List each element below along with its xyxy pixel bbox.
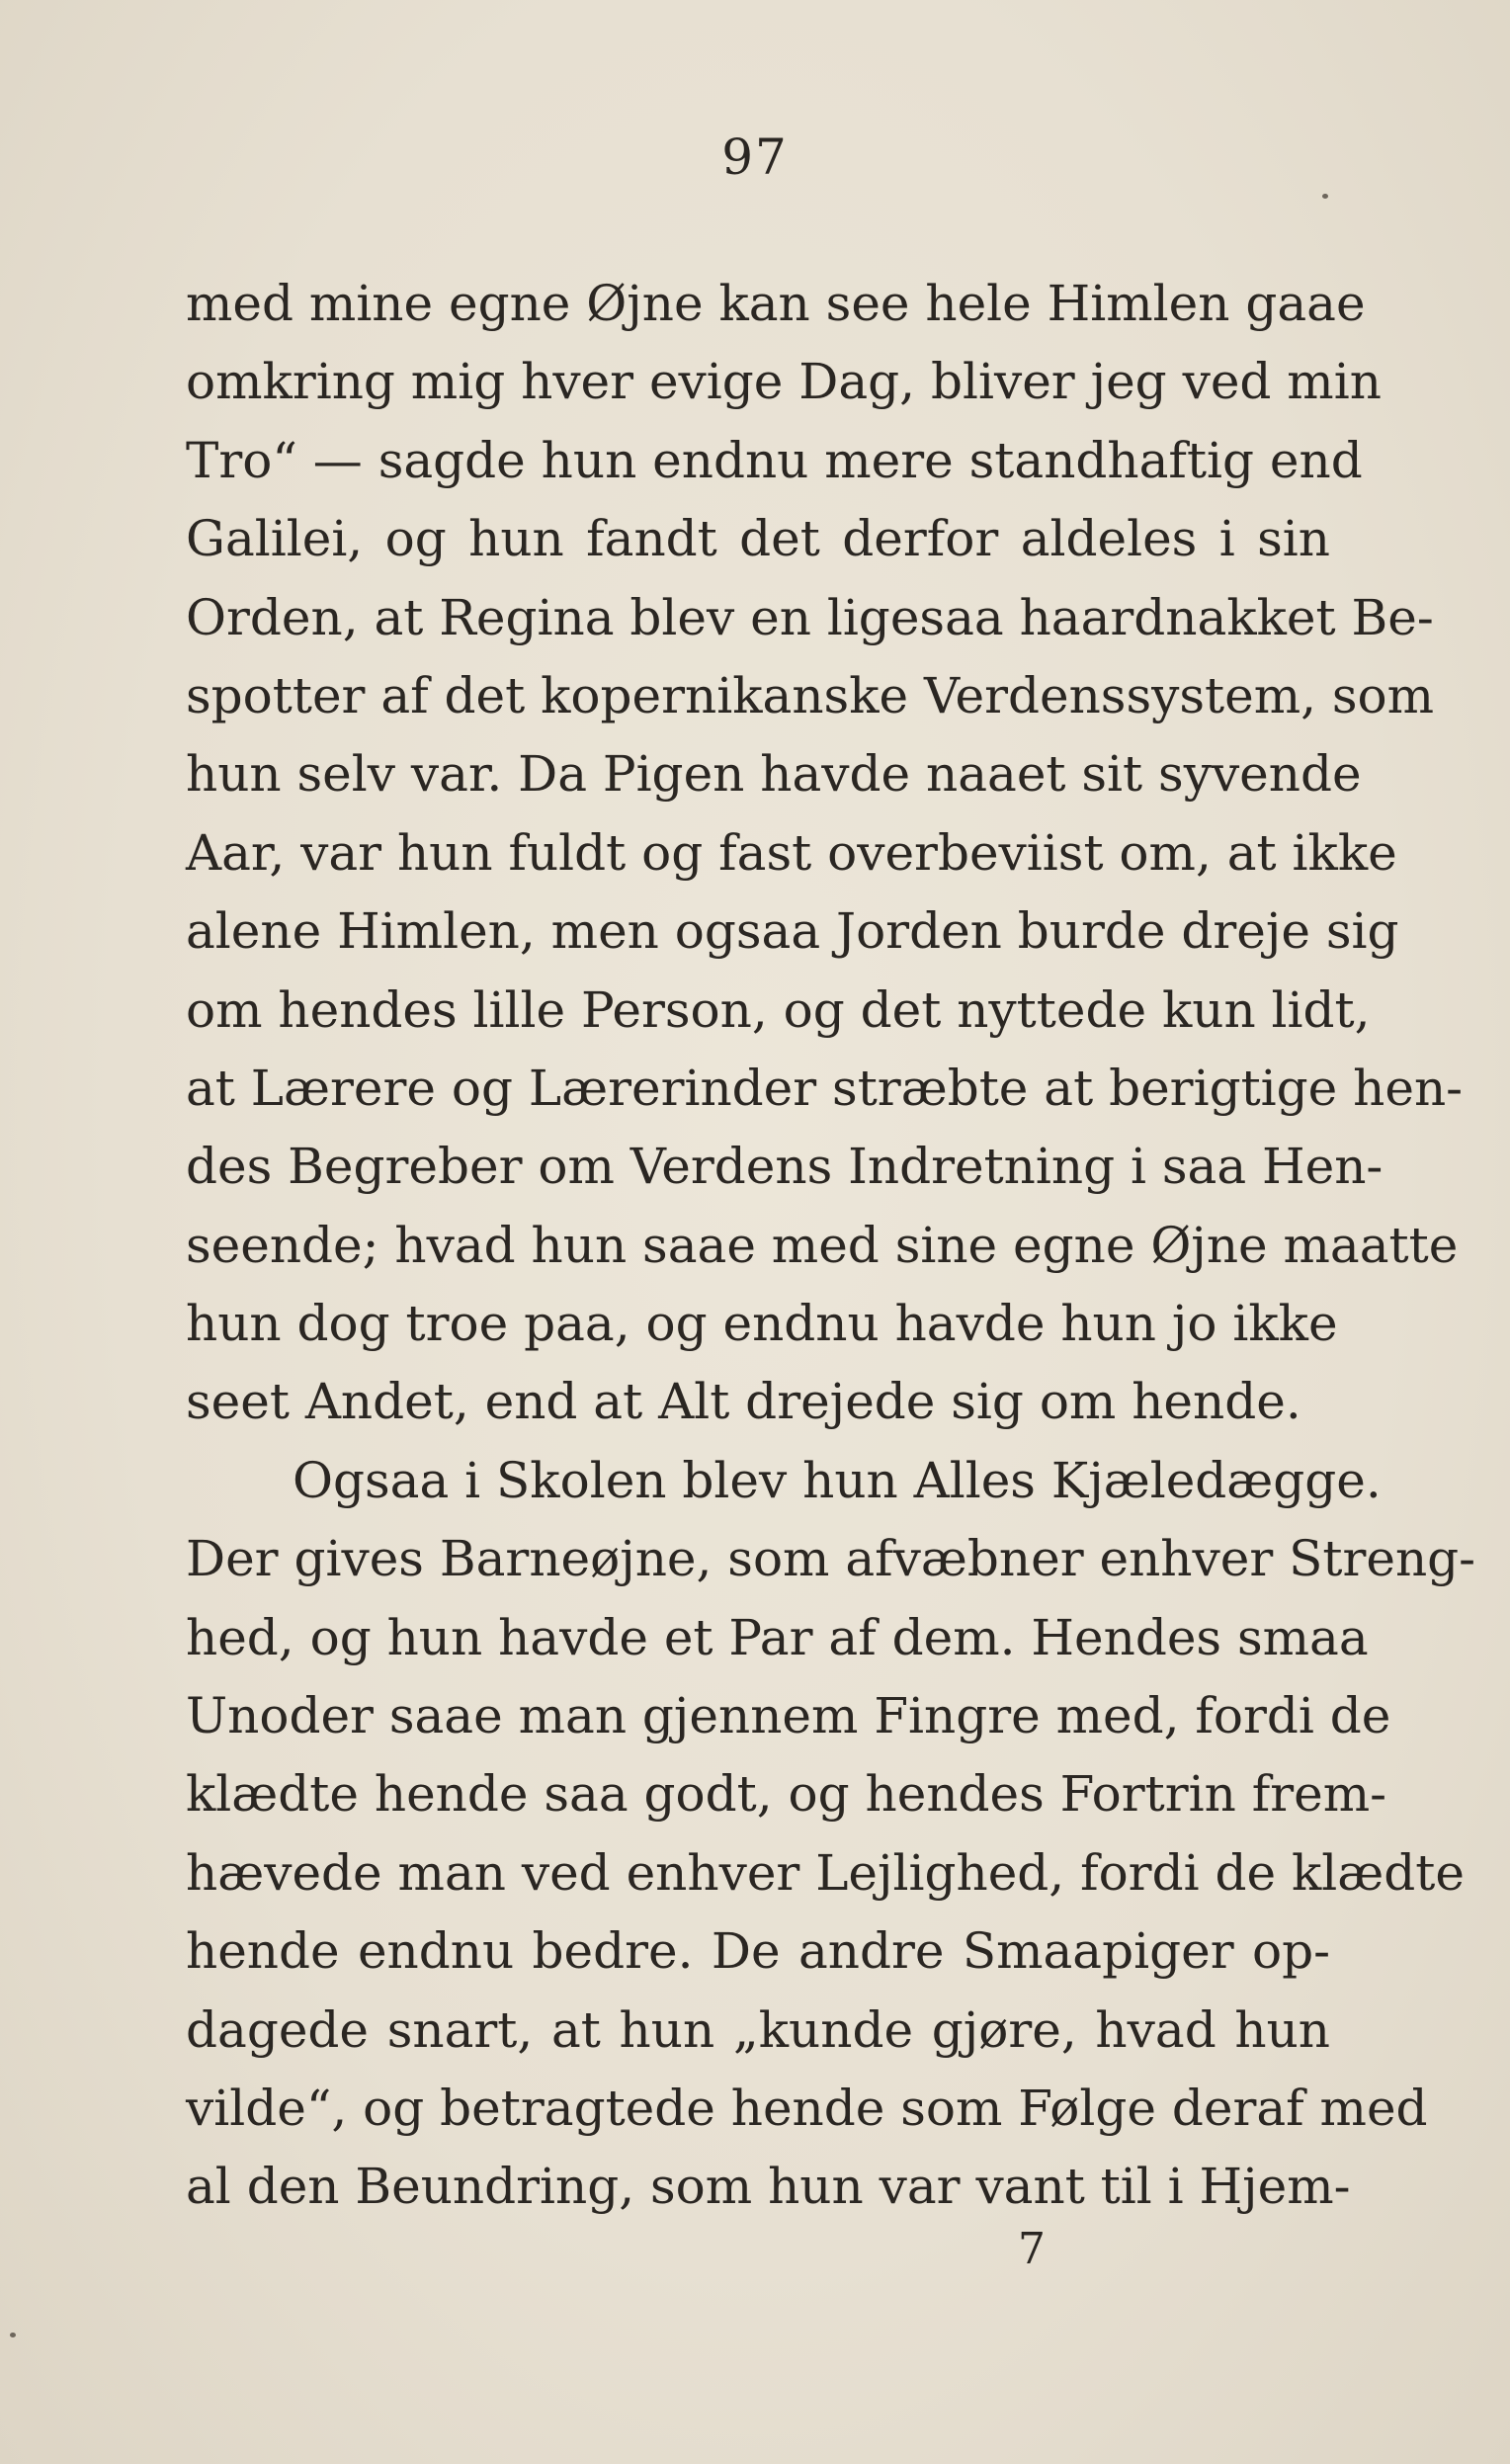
text-line: med mine egne Øjne kan see hele Himlen gaae: [186, 275, 1366, 332]
text-line: at Lærere og Lærerinder stræbte at berigtige hen-: [186, 1059, 1464, 1117]
text-line: Der gives Barneøjne, som afvæbner enhver Streng-: [186, 1530, 1476, 1588]
text-line: des Begreber om Verdens Indretning i saa Hen-: [186, 1138, 1384, 1196]
text-line: hun selv var. Da Pigen havde naaet sit syvende: [186, 745, 1362, 804]
text-line: om hendes lille Person, og det nyttede kun lidt,: [186, 980, 1371, 1039]
text-line: seende; hvad hun saae med sine egne Øjne maatte: [186, 1216, 1459, 1274]
text-line: vilde“, og betragtede hende som Følge deraf med: [186, 2079, 1428, 2137]
text-line: spotter af det kopernikanske Verdenssystem, som: [186, 666, 1435, 724]
paper-speck: [10, 2333, 16, 2337]
text-line: Aar, var hun fuldt og fast overbeviist om, at ikke: [186, 823, 1397, 882]
text-line: alene Himlen, men ogsaa Jorden burde dreje sig: [186, 902, 1399, 961]
paper-speck: [1322, 194, 1328, 199]
text-line: hun dog troe paa, og endnu havde hun jo ikke: [186, 1295, 1338, 1353]
text-line: Galilei, og hun fandt det derfor aldeles i sin: [186, 510, 1330, 568]
text-line: hed, og hun havde et Par af dem. Hendes smaa: [186, 1608, 1369, 1666]
text-line-paragraph-end: seet Andet, end at Alt drejede sig om hende.: [186, 1373, 1301, 1431]
signature-mark: 7: [1018, 2224, 1046, 2274]
text-line: dagede snart, at hun „kunde gjøre, hvad hun: [186, 2000, 1330, 2059]
text-line: Tro“ — sagde hun endnu mere standhaftig end: [186, 431, 1363, 489]
text-line-paragraph-start: Ogsaa i Skolen blev hun Alles Kjæledægge.: [293, 1451, 1382, 1509]
page-number: 97: [721, 128, 789, 186]
body-text: [186, 265, 1476, 2227]
text-line: hævede man ved enhver Lejlighed, fordi de klædte: [186, 1843, 1465, 1902]
text-line: Orden, at Regina blev en ligesaa haardnakket Be-: [186, 588, 1434, 646]
text-line: Unoder saae man gjennem Fingre med, fordi de: [186, 1687, 1391, 1745]
text-line: klædte hende saa godt, og hendes Fortrin frem-: [186, 1765, 1387, 1824]
text-line: omkring mig hver evige Dag, bliver jeg ved min: [186, 353, 1382, 411]
text-line: al den Beundring, som hun var vant til i Hjem-: [186, 2158, 1351, 2216]
text-line: hende endnu bedre. De andre Smaapiger op-: [186, 1922, 1330, 1981]
